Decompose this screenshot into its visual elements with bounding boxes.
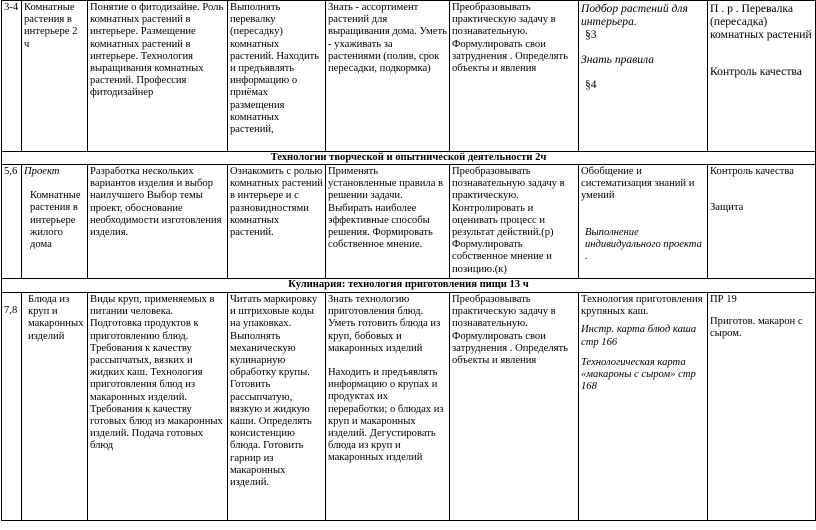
lesson-number: 5,6	[2, 165, 22, 279]
homework-cell	[579, 293, 708, 521]
lesson-topic: Блюда из круп и макаронных изделий	[22, 293, 88, 521]
section-row	[2, 152, 816, 165]
lesson-topic: Комнатные растения в интерьере жилого дома	[30, 190, 81, 251]
homework-paragraph: §3	[585, 28, 597, 41]
subject-results-cell	[326, 293, 450, 521]
homework-text: Подбор растений для интерьера.	[581, 2, 688, 28]
control-cell	[708, 293, 816, 521]
lesson-topic-cell	[22, 165, 88, 279]
uud-results: Преобразовывать познавательную задачу в практическую. Контролировать и оценивать процесс и результат действий.(р) Формулировать собственное мнение и позицию.(к)	[450, 165, 579, 279]
project-label: Проект	[24, 166, 60, 177]
lesson-content: Понятие о фитодизайне. Роль комнатных растений в интерьере. Размещение комнатных растений в интерьере. Технология выращивания комнатных растений. Профессия фитодизайнер	[88, 1, 228, 152]
uud-results: Преобразовывать практическую задачу в познавательную. Формулировать свои затруднения . Определять объекты и явления	[450, 293, 579, 521]
section-header: Технологии творческой и опытнической деятельности 2ч	[2, 152, 816, 165]
control-type: Приготов. макарон с сыром.	[710, 316, 803, 340]
homework-text: Знать правила	[581, 53, 655, 66]
control-cell	[708, 165, 816, 279]
lesson-content: Виды круп, применяемых в питании человека. Подготовка продуктов к приготовлению блюд. Требования к качеству рассыпчатых, вязких и жидких каш. Технология приготовления блюд из макаронных изделий. Требования к качеству готовых блюд из макаронных изделий. Подача готовых блюд	[88, 293, 228, 521]
table-row	[2, 293, 816, 521]
lesson-number: 3-4	[2, 1, 22, 152]
lesson-activities: Выполнять перевалку (пересадку) комнатных растений. Находить и предъявлять информацию о приёмах размещения комнатных растений,	[228, 1, 326, 152]
homework-text: Технологическая карта «макароны с сыром» стр 168	[581, 356, 696, 393]
control-form: ПР 19	[710, 294, 737, 305]
homework-text: Обобщение и систематизация знаний и умений	[581, 166, 695, 202]
control-type: Контроль качества	[710, 65, 802, 78]
lesson-activities: Ознакомить с ролью комнатных растений в интерьере и с разновидностями комнатных растений.	[228, 165, 326, 279]
uud-results: Преобразовывать практическую задачу в познавательную. Формулировать свои затруднения . Определять объекты и явления	[450, 1, 579, 152]
homework-text: Технология приготовления крупяных каш.	[581, 294, 703, 318]
lesson-number: 7,8	[2, 293, 22, 521]
lesson-topic: Комнатные растения в интерьере 2 ч	[22, 1, 88, 152]
homework-cell	[579, 1, 708, 152]
subject-results: Находить и предъявлять информацию о крупах и продуктах их переработки; о блюдах из круп и макаронных изделий. Дегустировать блюда из круп и макаронных изделий	[328, 367, 444, 464]
subject-results: Знать технологию приготовления блюд. Уметь готовить блюда из круп, бобовых и макаронных изделий	[328, 294, 441, 354]
homework-cell	[579, 165, 708, 279]
lesson-content: Разработка нескольких вариантов изделия и выбор наилучшего Выбор темы проект, обоснование необходимости изготовления изделия.	[88, 165, 228, 279]
control-form: П . р . Перевалка (пересадка) комнатных растений	[710, 2, 812, 41]
control-cell	[708, 1, 816, 152]
subject-results: Применять установленные правила в решении задачи. Выбирать наиболее эффективные способы решения. Формировать собственное мнение.	[326, 165, 450, 279]
control-form: Защита	[710, 202, 744, 214]
lesson-plan-table	[1, 0, 816, 521]
section-header: Кулинария: технология приготовления пищи 13 ч	[2, 279, 816, 293]
subject-results: Знать - ассортимент растений для выращивания дома. Уметь - ухаживать за растениями (полив, срок пересадки, подкормка)	[326, 1, 450, 152]
homework-text: Инстр. карта блюд каша стр 166	[581, 324, 697, 348]
lesson-activities: Читать маркировку и штриховые коды на упаковках. Выполнять механическую кулинарную обработку крупы. Готовить рассыпчатую, вязкую и жидкую каши. Определять консистенцию блюда. Готовить гарнир из макаронных изделий.	[228, 293, 326, 521]
table-row	[2, 165, 816, 279]
control-type: Контроль качества	[710, 166, 794, 177]
homework-text: Выполнение индивидуального проекта .	[585, 226, 702, 263]
homework-paragraph: §4	[585, 78, 597, 91]
table-row	[2, 1, 816, 152]
section-row	[2, 279, 816, 293]
